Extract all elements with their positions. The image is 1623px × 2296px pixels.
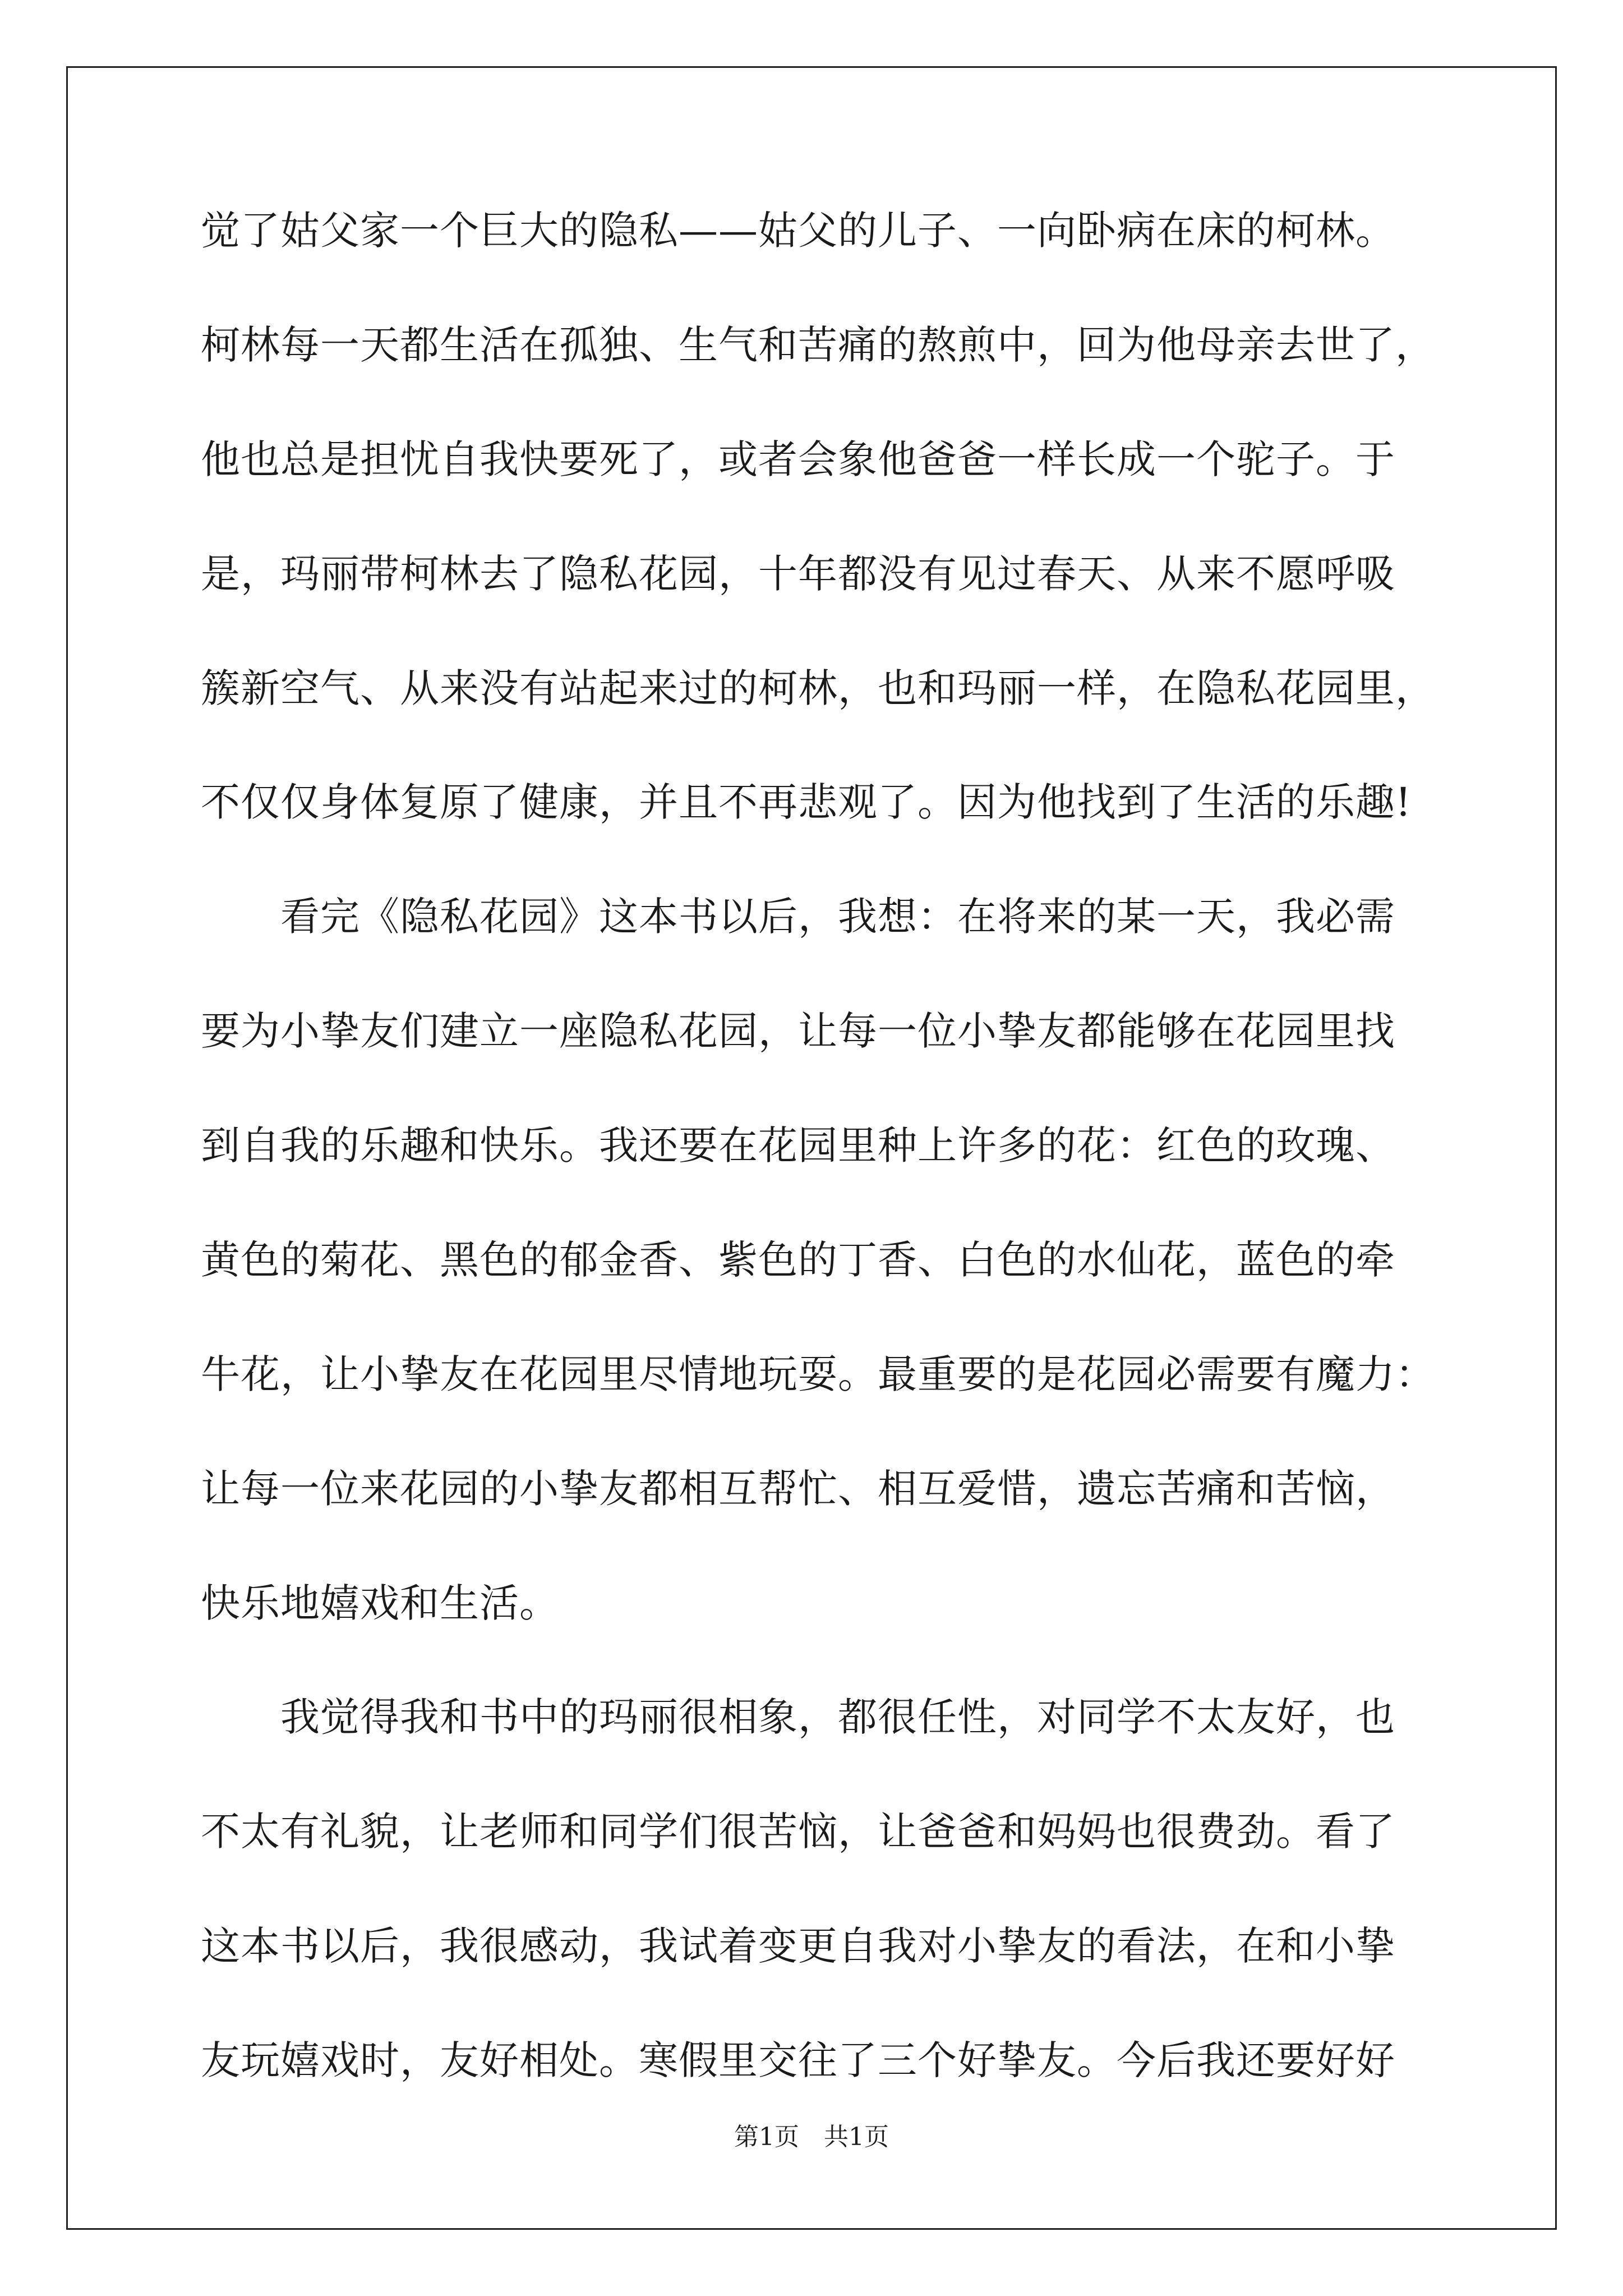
paragraph-line: 牛花，让小挚友在花园里尽情地玩耍。最重要的是花园必需要有魔力： — [201, 1351, 1435, 1397]
paragraph-line: 我觉得我和书中的玛丽很相象，都很任性，对同学不太友好，也 — [280, 1694, 1395, 1740]
page-footer — [0, 2122, 1623, 2153]
paragraph-line: 要为小挚友们建立一座隐私花园，让每一位小挚友都能够在花园里找 — [201, 1008, 1395, 1054]
paragraph-line: 快乐地嬉戏和生活。 — [201, 1580, 559, 1626]
paragraph-line: 黄色的菊花、黑色的郁金香、紫色的丁香、白色的水仙花，蓝色的牵 — [201, 1237, 1395, 1283]
paragraph-line: 看完《隐私花园》这本书以后，我想：在将来的某一天，我必需 — [280, 894, 1395, 940]
page-total: 共1页 — [824, 2123, 889, 2151]
paragraph-line: 是，玛丽带柯林去了隐私花园，十年都没有见过春天、从来不愿呼吸 — [201, 551, 1395, 597]
paragraph-line: 到自我的乐趣和快乐。我还要在花园里种上许多的花：红色的玫瑰、 — [201, 1122, 1395, 1168]
paragraph-line: 不太有礼貌，让老师和同学们很苦恼，让爸爸和妈妈也很费劲。看了 — [201, 1809, 1395, 1855]
paragraph-line: 他也总是担忧自我快要死了，或者会象他爸爸一样长成一个驼子。于 — [201, 436, 1395, 482]
page-number: 第1页 — [734, 2123, 799, 2151]
paragraph-line: 柯林每一天都生活在孤独、生气和苦痛的熬煎中，回为他母亲去世了， — [201, 322, 1435, 368]
paragraph-line: 让每一位来花园的小挚友都相互帮忙、相互爱惜，遗忘苦痛和苦恼， — [201, 1466, 1395, 1512]
paragraph-line: 这本书以后，我很感动，我试着变更自我对小挚友的看法，在和小挚 — [201, 1923, 1395, 1969]
paragraph-line: 觉了姑父家一个巨大的隐私——姑父的儿子、一向卧病在床的柯林。 — [201, 208, 1395, 254]
paragraph-line: 簇新空气、从来没有站起来过的柯林，也和玛丽一样，在隐私花园里， — [201, 665, 1435, 711]
paragraph-line: 友玩嬉戏时，友好相处。寒假里交往了三个好挚友。今后我还要好好 — [201, 2037, 1395, 2083]
paragraph-line: 不仅仅身体复原了健康，并且不再悲观了。因为他找到了生活的乐趣! — [201, 779, 1412, 825]
